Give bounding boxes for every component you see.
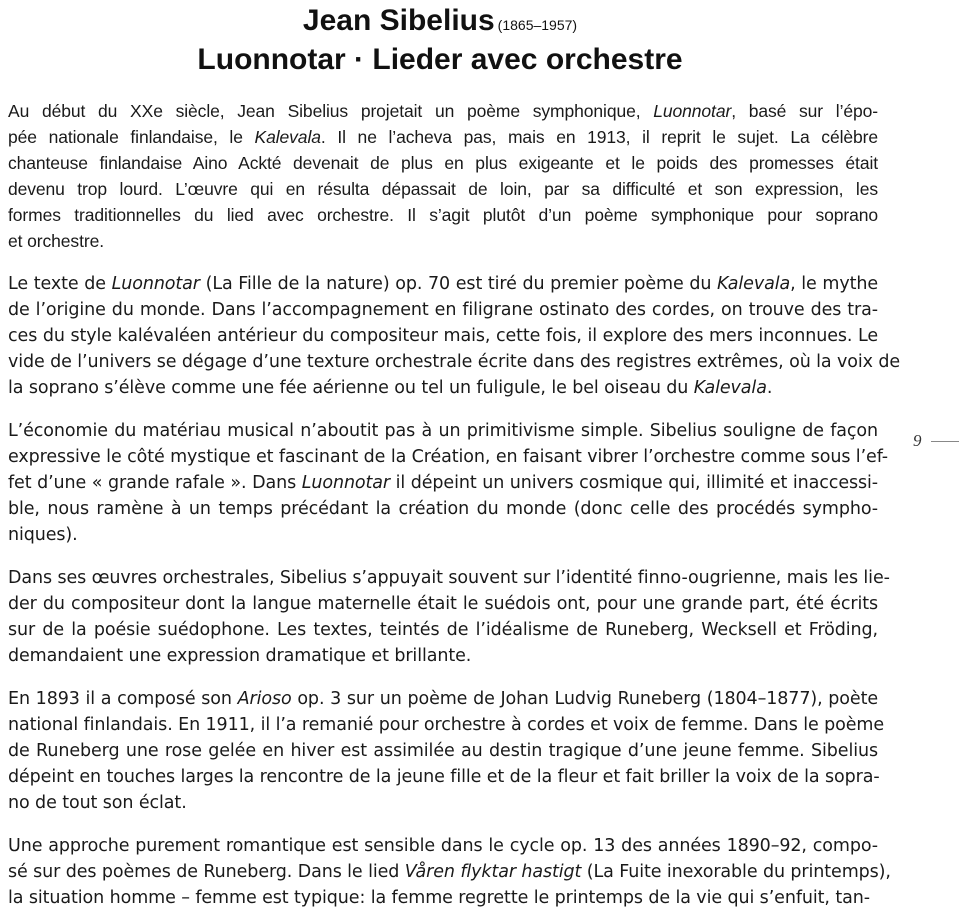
composer-dates: (1865–1957) <box>497 17 578 33</box>
text-run: sé sur des poèmes de Runeberg. Dans le lied <box>8 862 405 882</box>
text-line <box>8 323 878 349</box>
text-run: op. 3 sur un poème de Johan Ludvig Runeberg (1804–1877), poète <box>291 689 879 709</box>
paragraph <box>8 98 878 254</box>
text-run: et orchestre. <box>8 231 104 251</box>
text-run: formes traditionnelles du lied avec orchestre. Il s’agit plutôt d’un poème symphonique pour soprano <box>8 205 878 225</box>
text-line <box>8 885 878 911</box>
text-line <box>8 790 878 816</box>
text-run: pée nationale finlandaise, le <box>8 127 255 147</box>
text-line <box>8 712 884 738</box>
italic-title: Våren flyktar hastigt <box>404 862 582 882</box>
text-line <box>8 764 878 790</box>
text-run: demandaient une expression dramatique et brillante. <box>8 646 472 666</box>
italic-title: Kalevala <box>254 127 321 147</box>
title-line <box>0 2 880 40</box>
text-run: . <box>766 378 773 398</box>
text-line <box>8 522 878 548</box>
text-run: ces du style kalévaléen antérieur du compositeur mais, cette fois, il explore des mers inconnues. Le <box>8 326 878 346</box>
work-title: Luonnotar · Lieder avec orchestre <box>197 43 683 76</box>
page-number: 9 <box>913 431 922 450</box>
text-run: la situation homme – femme est typique: la femme regrette le printemps de la vie qui s’enfuit, tan- <box>8 888 870 908</box>
text-line <box>8 297 878 323</box>
text-line <box>8 202 878 228</box>
italic-title: Luonnotar <box>111 274 200 294</box>
text-run: Le texte de <box>8 274 112 294</box>
text-run: no de tout son éclat. <box>8 793 187 813</box>
text-run: niques). <box>8 525 78 545</box>
paragraph <box>8 833 891 911</box>
text-run: L’économie du matériau musical n’aboutit pas à un primitivisme simple. Sibelius souligne de façon <box>8 421 878 441</box>
text-line <box>8 150 878 176</box>
text-run: de Runeberg une rose gelée en hiver est assimilée au destin tragique d’une jeune femme. Sibelius <box>8 741 878 761</box>
text-run: ble, nous ramène à un temps précédant la création du monde (donc celle des procédés sympho- <box>8 499 878 519</box>
text-run: (La Fille de la nature) op. 70 est tiré du premier poème du <box>199 274 718 294</box>
page-number-rule <box>931 441 959 442</box>
text-line <box>8 565 890 591</box>
text-line <box>8 859 891 885</box>
text-run: sur de la poésie suédophone. Les textes, teintés de l’idéalisme de Runeberg, Wecksell et Fröding, <box>8 620 878 640</box>
text-line <box>8 176 878 202</box>
text-line <box>8 98 878 124</box>
text-run: dépeint en touches larges la rencontre de la jeune fille et de la fleur et fait briller la voix de la sopra- <box>8 767 880 787</box>
text-run: , le mythe <box>790 274 878 294</box>
text-run: de l’origine du monde. Dans l’accompagnement en filigrane ostinato des cordes, on trouve des tra- <box>8 300 878 320</box>
text-line <box>8 271 878 297</box>
text-run: il dépeint un univers cosmique qui, illimité et inaccessi- <box>390 473 879 493</box>
italic-title: Kalevala <box>717 274 791 294</box>
text-run: vide de l’univers se dégage d’une texture orchestrale écrite dans des registres extrêmes, où la voix de <box>8 352 901 372</box>
text-line <box>8 375 878 401</box>
text-run: la soprano s’élève comme une fée aérienne ou tel un fuligule, le bel oiseau du <box>8 378 694 398</box>
paragraph <box>8 686 884 816</box>
paragraph <box>8 271 901 401</box>
text-line <box>8 617 878 643</box>
text-run: fet d’une « grande rafale ». Dans <box>8 473 302 493</box>
text-line <box>8 643 878 669</box>
text-line <box>8 444 889 470</box>
text-line <box>8 124 878 150</box>
text-run: . Il ne l’acheva pas, mais en 1913, il reprit le sujet. La célèbre <box>320 127 878 147</box>
text-line <box>8 738 878 764</box>
text-line <box>8 470 878 496</box>
text-run: Dans ses œuvres orchestrales, Sibelius s’appuyait souvent sur l’identité finno-ougrienne, mais les lie- <box>8 568 890 588</box>
italic-title: Luonnotar <box>653 101 732 121</box>
paragraph-gap <box>8 816 878 833</box>
text-run: En 1893 il a composé son <box>8 689 238 709</box>
paragraph-gap <box>8 401 878 418</box>
text-line <box>8 228 878 254</box>
text-line <box>8 686 878 712</box>
page-header <box>0 2 880 79</box>
paragraph <box>8 565 890 669</box>
italic-title: Kalevala <box>693 378 767 398</box>
composer-name: Jean Sibelius <box>302 4 495 37</box>
text-line <box>8 496 878 522</box>
body-text <box>8 98 901 911</box>
text-run: Au début du XXe siècle, Jean Sibelius projetait un poème symphonique, <box>8 101 654 121</box>
text-run: , basé sur l’épo- <box>731 101 878 121</box>
paragraph-gap <box>8 548 878 565</box>
text-run: expressive le côté mystique et fascinant de la Création, en faisant vibrer l’orchestre comme sous l’ef- <box>8 447 889 467</box>
italic-title: Arioso <box>237 689 292 709</box>
text-line <box>8 418 878 444</box>
paragraph-gap <box>8 669 878 686</box>
text-run: der du compositeur dont la langue maternelle était le suédois ont, pour une grande part, été écrits <box>8 594 878 614</box>
text-line <box>8 591 878 617</box>
text-line <box>8 349 901 375</box>
text-run: national finlandais. En 1911, il l’a remanié pour orchestre à cordes et voix de femme. Dans le poème <box>8 715 884 735</box>
paragraph-gap <box>8 254 878 271</box>
text-run: devenu trop lourd. L’œuvre qui en résulta dépassait de loin, par sa difficulté et son expression, les <box>8 179 878 199</box>
text-run: Une approche purement romantique est sensible dans le cycle op. 13 des années 1890–92, compo- <box>8 836 878 856</box>
text-run: chanteuse finlandaise Aino Ackté devenait de plus en plus exigeante et le poids des promesses était <box>8 153 878 173</box>
paragraph <box>8 418 889 548</box>
italic-title: Luonnotar <box>301 473 391 493</box>
text-line <box>8 833 878 859</box>
text-run: (La Fuite inexorable du printemps), <box>581 862 891 882</box>
